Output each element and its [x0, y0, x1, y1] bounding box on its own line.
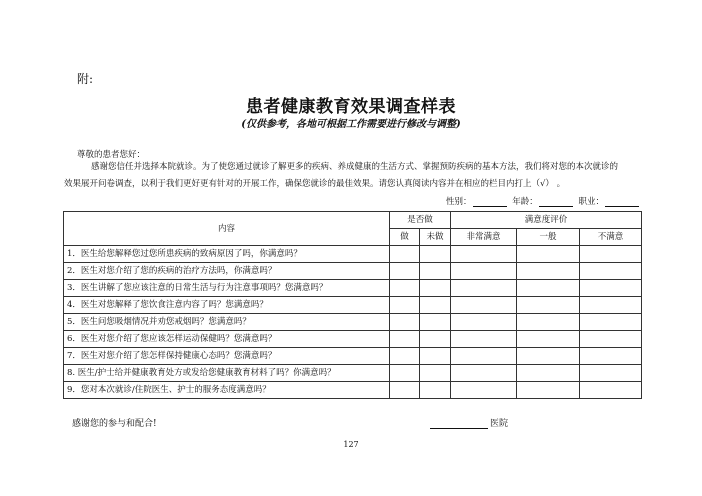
answer-cell-done[interactable] [390, 314, 420, 331]
page-number: 127 [343, 440, 359, 449]
answer-cell-very-satisfied[interactable] [451, 365, 517, 382]
answer-cell-neutral[interactable] [517, 382, 580, 399]
answer-cell-done[interactable] [390, 246, 420, 263]
answer-cell-very-satisfied[interactable] [451, 297, 517, 314]
answer-cell-very-satisfied[interactable] [451, 263, 517, 280]
question-7: 7．医生对您介绍了您怎样保持健康心态吗？您满意吗？ [64, 348, 390, 365]
answer-cell-unsatisfied[interactable] [580, 348, 642, 365]
gender-label: 性别： [446, 197, 472, 207]
answer-cell-not-done[interactable] [420, 246, 451, 263]
question-1: 1．医生给您解释您过您所患疾病的致病原因了吗，你满意吗？ [64, 246, 390, 263]
answer-cell-very-satisfied[interactable] [451, 348, 517, 365]
answer-cell-not-done[interactable] [420, 297, 451, 314]
table-row [64, 297, 642, 314]
answer-cell-neutral[interactable] [517, 348, 580, 365]
occupation-label: 职业： [578, 197, 604, 207]
occupation-field[interactable] [605, 197, 639, 207]
answer-cell-not-done[interactable] [420, 365, 451, 382]
answer-cell-neutral[interactable] [517, 246, 580, 263]
hospital-name-field[interactable] [430, 418, 488, 429]
footer-hospital [430, 416, 508, 429]
satisfaction-header: 满意度评价 [451, 212, 642, 229]
answer-cell-unsatisfied[interactable] [580, 314, 642, 331]
age-label: 年龄： [512, 197, 538, 207]
question-6: 6．医生对您介绍了您应该怎样运动保健吗？您满意吗？ [64, 331, 390, 348]
intro-paragraph-line-1: 感谢您信任并选择本院就诊。为了使您通过就诊了解更多的疾病、养成健康的生活方式、掌握预防疾病的基本方法，我们将对您的本次就诊的 [91, 162, 619, 172]
table-row [64, 365, 642, 382]
satisfaction-unsatisfied: 不满意 [580, 229, 642, 246]
answer-cell-very-satisfied[interactable] [451, 382, 517, 399]
hospital-suffix: 医院 [490, 419, 509, 429]
question-4: 4．医生对您解释了您饮食注意内容了吗？您满意吗？ [64, 297, 390, 314]
page-subtitle: (仅供参考，各地可根据工作需要进行修改与调整) [241, 119, 461, 130]
answer-cell-very-satisfied[interactable] [451, 246, 517, 263]
table-row [64, 263, 642, 280]
answer-cell-neutral[interactable] [517, 331, 580, 348]
answer-cell-unsatisfied[interactable] [580, 365, 642, 382]
answer-cell-unsatisfied[interactable] [580, 331, 642, 348]
answer-cell-unsatisfied[interactable] [580, 246, 642, 263]
answer-cell-neutral[interactable] [517, 314, 580, 331]
table-row [64, 280, 642, 297]
done-header: 是否做 [390, 212, 451, 229]
answer-cell-done[interactable] [390, 297, 420, 314]
question-3: 3．医生讲解了您应该注意的日常生活与行为注意事项吗？您满意吗？ [64, 280, 390, 297]
done-option-yes: 做 [390, 229, 420, 246]
age-field[interactable] [539, 197, 573, 207]
answer-cell-not-done[interactable] [420, 314, 451, 331]
table-header-row-1 [64, 212, 642, 229]
answer-cell-not-done[interactable] [420, 331, 451, 348]
done-option-no: 未做 [420, 229, 451, 246]
question-8: 8. 医生/护士给并健康教育处方或发给您健康教育材料了吗？你满意吗？ [64, 365, 390, 382]
answer-cell-neutral[interactable] [517, 297, 580, 314]
gender-field[interactable] [473, 197, 507, 207]
answer-cell-very-satisfied[interactable] [451, 331, 517, 348]
table-row [64, 246, 642, 263]
survey-table [63, 211, 642, 399]
question-2: 2．医生对您介绍了您的疾病的治疗方法吗，你满意吗？ [64, 263, 390, 280]
answer-cell-unsatisfied[interactable] [580, 280, 642, 297]
answer-cell-very-satisfied[interactable] [451, 314, 517, 331]
answer-cell-not-done[interactable] [420, 263, 451, 280]
answer-cell-done[interactable] [390, 348, 420, 365]
question-5: 5．医生问您吸烟情况并劝您戒烟吗？您满意吗？ [64, 314, 390, 331]
question-9: 9．您对本次就诊/住院医生、护士的服务态度满意吗？ [64, 382, 390, 399]
page-title: 患者健康教育效果调查样表 [246, 97, 456, 117]
footer-thanks: 感谢您的参与和配合! [72, 419, 157, 429]
answer-cell-done[interactable] [390, 280, 420, 297]
personal-info-row [446, 195, 642, 207]
answer-cell-very-satisfied[interactable] [451, 280, 517, 297]
satisfaction-neutral: 一般 [517, 229, 580, 246]
answer-cell-done[interactable] [390, 382, 420, 399]
answer-cell-neutral[interactable] [517, 263, 580, 280]
answer-cell-not-done[interactable] [420, 348, 451, 365]
answer-cell-done[interactable] [390, 331, 420, 348]
answer-cell-not-done[interactable] [420, 382, 451, 399]
appendix-label: 附: [77, 72, 94, 86]
answer-cell-neutral[interactable] [517, 280, 580, 297]
intro-paragraph-line-2: 效果展开问卷调查，以利于我们更好更有针对的开展工作，确保您就诊的最佳效果。请您认真阅读内容并在相应的栏目内打上（√） 。 [64, 179, 566, 189]
answer-cell-not-done[interactable] [420, 280, 451, 297]
answer-cell-done[interactable] [390, 365, 420, 382]
answer-cell-unsatisfied[interactable] [580, 382, 642, 399]
satisfaction-very-satisfied: 非常满意 [451, 229, 517, 246]
table-row [64, 382, 642, 399]
answer-cell-neutral[interactable] [517, 365, 580, 382]
answer-cell-unsatisfied[interactable] [580, 263, 642, 280]
table-row [64, 314, 642, 331]
answer-cell-unsatisfied[interactable] [580, 297, 642, 314]
content-header: 内容 [64, 212, 390, 246]
greeting-text: 尊敬的患者您好： [77, 150, 146, 160]
table-row [64, 331, 642, 348]
answer-cell-done[interactable] [390, 263, 420, 280]
table-row [64, 348, 642, 365]
